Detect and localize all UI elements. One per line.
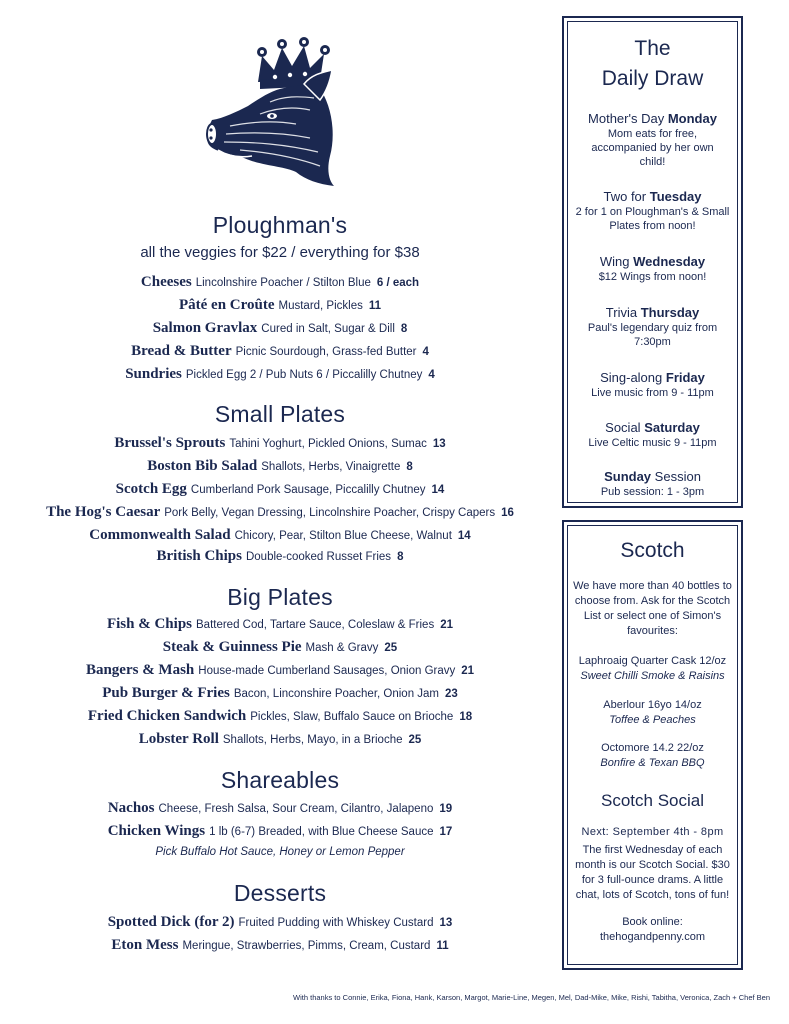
shareables-note: Pick Buffalo Hot Sauce, Honey or Lemon Pepper [155, 846, 405, 858]
menu-item [20, 800, 540, 817]
menu-item [20, 481, 540, 498]
menu-item [20, 914, 540, 931]
dish-name: Bangers & Mash [85, 662, 195, 678]
dish-name: Eton Mess [111, 937, 179, 953]
dish-desc: Bacon, Linconshire Poacher, Onion Jam [233, 688, 440, 700]
dish-name: Cheeses [140, 274, 192, 290]
dish-name: Bread & Butter [131, 343, 232, 359]
dish-desc: Cumberland Pork Sausage, Piccalilly Chutney [190, 484, 426, 496]
dish-desc: 1 lb (6-7) Breaded, with Blue Cheese Sauce [209, 826, 434, 838]
day-name: Thursday [640, 305, 700, 320]
day-name: Wednesday [633, 254, 706, 269]
dish-name: Fried Chicken Sandwich [87, 708, 247, 724]
dish-price: 18 [459, 711, 473, 723]
dish-price: 13 [439, 917, 453, 929]
dish-name: Commonwealth Salad [89, 527, 231, 543]
day-prefix: Social [605, 420, 641, 435]
dish-price: 21 [440, 619, 454, 631]
menu-item [20, 504, 540, 521]
dish-name: British Chips [156, 548, 242, 564]
menu-item [20, 343, 540, 360]
scotch-price: 22/oz [676, 742, 704, 754]
scotch-social-text: The first Wednesday of each month is our Scotch Social. $30 for 3 full-ounce drams. A little chat, lots of Scotch, tons of fun! [575, 844, 730, 901]
dish-name: The Hog's Caesar [46, 504, 161, 520]
section-title-big-plates: Big Plates [227, 584, 333, 610]
day-detail: 2 for 1 on Ploughman's & Small Plates from noon! [575, 206, 730, 232]
scotch-name: Laphroaig Quarter Cask [578, 655, 697, 667]
day-detail: Mom eats for free, accompanied by her own child! [591, 128, 714, 168]
day-name: Session [654, 469, 701, 484]
day-name: Tuesday [649, 189, 702, 204]
dish-price: 6 / each [376, 277, 420, 289]
daily-draw-box [562, 16, 743, 508]
scotch-note: Bonfire & Texan BBQ [600, 757, 705, 769]
dish-name: Fish & Chips [106, 616, 192, 632]
dish-desc: Cured in Salt, Sugar & Dill [261, 323, 395, 335]
day-prefix: Wing [599, 254, 630, 269]
dish-name: Boston Bib Salad [147, 458, 258, 474]
menu-item [20, 527, 540, 544]
menu-item [20, 616, 540, 633]
dish-price: 8 [400, 323, 408, 335]
crowned-pig-head-icon [200, 34, 350, 190]
dish-price: 4 [422, 346, 429, 358]
day-entry-friday [572, 369, 733, 400]
dish-desc: Battered Cod, Tartare Sauce, Coleslaw & Fries [196, 619, 435, 631]
scotch-box [562, 520, 743, 970]
scotch-note: Toffee & Peaches [609, 714, 696, 726]
dish-price: 19 [439, 803, 453, 815]
menu-item [20, 366, 540, 383]
day-name: Saturday [644, 420, 700, 435]
scotch-pick [572, 654, 733, 683]
day-detail: Live music from 9 - 11pm [591, 387, 714, 399]
section-title-ploughmans: Ploughman's [212, 212, 348, 238]
day-prefix: Sing-along [600, 370, 663, 385]
dish-name: Nachos [107, 800, 155, 816]
dish-price: 4 [428, 369, 435, 381]
scotch-pick [572, 741, 733, 770]
dish-price: 8 [406, 461, 413, 473]
day-entry-tuesday [572, 188, 733, 233]
dish-price: 14 [457, 530, 471, 542]
dish-desc: Meringue, Strawberries, Pimms, Cream, Custard [182, 940, 431, 952]
dish-name: Pâté en Croûte [178, 297, 275, 313]
daily-draw-title-line1: The [634, 37, 671, 60]
scotch-book-label: Book online: [622, 916, 683, 928]
dish-desc: Pickled Egg 2 / Pub Nuts 6 / Piccalilly Chutney [185, 369, 423, 381]
day-name: Monday [667, 111, 717, 126]
day-entry-sunday [572, 468, 733, 499]
dish-desc: Double-cooked Russet Fries [245, 551, 392, 563]
scotch-title: Scotch [620, 539, 685, 562]
menu-item [20, 548, 540, 565]
menu-item [20, 937, 540, 954]
dish-desc: Chicory, Pear, Stilton Blue Cheese, Walnut [234, 530, 452, 542]
dish-price: 13 [432, 438, 446, 450]
dish-desc: Shallots, Herbs, Vinaigrette [261, 461, 401, 473]
day-prefix: Mother's Day [588, 111, 665, 126]
dish-desc: Shallots, Herbs, Mayo, in a Brioche [222, 734, 403, 746]
scotch-intro: We have more than 40 bottles to choose from. Ask for the Scotch List or select one of Simon's favourites: [573, 580, 732, 637]
menu-item [20, 823, 540, 840]
menu-item [20, 320, 540, 337]
dish-price: 25 [384, 642, 398, 654]
menu-item [20, 662, 540, 679]
menu-item [20, 274, 540, 291]
dish-desc: Fruited Pudding with Whiskey Custard [238, 917, 434, 929]
thanks-footer: With thanks to Connie, Erika, Fiona, Hank, Karson, Margot, Marie-Line, Megen, Mel, Dad-Mike, Mike, Rishi, Tabitha, Veronica, Zach + Chef Ben [293, 993, 770, 1002]
menu-item [20, 435, 540, 452]
menu-item [20, 731, 540, 748]
dish-price: 14 [431, 484, 445, 496]
day-entry-monday [572, 110, 733, 169]
dish-price: 21 [461, 665, 475, 677]
dish-price: 8 [397, 551, 404, 563]
dish-price: 25 [408, 734, 422, 746]
day-prefix: Two for [603, 189, 647, 204]
scotch-social-title: Scotch Social [601, 791, 704, 810]
day-prefix: Trivia [605, 305, 638, 320]
dish-desc: Picnic Sourdough, Grass-fed Butter [235, 346, 417, 358]
scotch-note: Sweet Chilli Smoke & Raisins [580, 670, 725, 682]
dish-name: Chicken Wings [107, 823, 206, 839]
dish-name: Steak & Guinness Pie [162, 639, 302, 655]
day-detail: Live Celtic music 9 - 11pm [588, 437, 717, 449]
scotch-pick [572, 698, 733, 727]
dish-price: 11 [368, 300, 382, 312]
menu-item [20, 685, 540, 702]
dish-name: Salmon Gravlax [152, 320, 258, 336]
day-entry-thursday [572, 304, 733, 349]
dish-price: 16 [501, 507, 514, 519]
day-prefix: Sunday [604, 469, 652, 484]
dish-desc: Lincolnshire Poacher / Stilton Blue [195, 277, 371, 289]
scotch-price: 12/oz [699, 655, 727, 667]
section-title-small-plates: Small Plates [214, 401, 346, 427]
day-detail: $12 Wings from noon! [598, 271, 707, 283]
dish-desc: House-made Cumberland Sausages, Onion Gravy [198, 665, 456, 677]
scotch-price: 14/oz [674, 699, 702, 711]
day-detail: Pub session: 1 - 3pm [600, 486, 705, 498]
menu-item [20, 639, 540, 656]
dish-price: 17 [439, 826, 453, 838]
dish-desc: Pork Belly, Vegan Dressing, Lincolnshire Poacher, Crispy Capers [164, 507, 496, 519]
dish-desc: Mustard, Pickles [278, 300, 363, 312]
dish-name: Brussel's Sprouts [114, 435, 226, 451]
scotch-social-next: Next: September 4th - 8pm [581, 826, 724, 838]
dish-price: 11 [436, 940, 449, 952]
menu-item [20, 708, 540, 725]
dish-price: 23 [445, 688, 458, 700]
day-detail: Paul's legendary quiz from 7:30pm [587, 322, 718, 348]
dish-name: Scotch Egg [115, 481, 187, 497]
daily-draw-title-line2: Daily Draw [601, 67, 704, 90]
dish-name: Spotted Dick (for 2) [107, 914, 235, 930]
menu-item [20, 458, 540, 475]
dish-desc: Cheese, Fresh Salsa, Sour Cream, Cilantro, Jalapeno [158, 803, 434, 815]
ploughmans-subtitle: all the veggies for $22 / everything for $38 [140, 244, 420, 261]
dish-name: Pub Burger & Fries [102, 685, 230, 701]
dish-desc: Mash & Gravy [305, 642, 379, 654]
menu-item [20, 297, 540, 314]
day-entry-saturday [572, 419, 733, 450]
scotch-name: Aberlour 16yo [603, 699, 672, 711]
scotch-book-link[interactable]: thehogandpenny.com [600, 931, 705, 943]
day-entry-wednesday [572, 253, 733, 284]
scotch-name: Octomore 14.2 [601, 742, 674, 754]
dish-name: Lobster Roll [138, 731, 219, 747]
dish-name: Sundries [125, 366, 182, 382]
section-title-shareables: Shareables [220, 767, 340, 793]
dish-desc: Tahini Yoghurt, Pickled Onions, Sumac [229, 438, 427, 450]
day-name: Friday [665, 370, 705, 385]
section-title-desserts: Desserts [233, 880, 327, 906]
dish-desc: Pickles, Slaw, Buffalo Sauce on Brioche [250, 711, 454, 723]
